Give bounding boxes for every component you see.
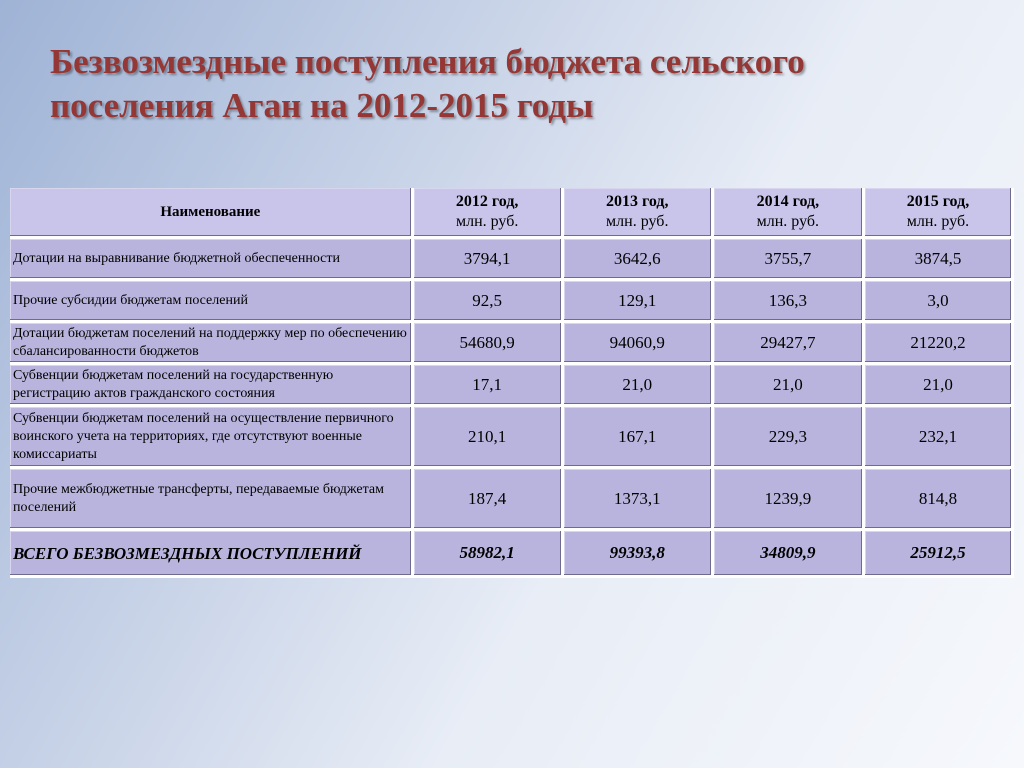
table-row — [10, 281, 1014, 323]
slide-title: Безвозмездные поступления бюджета сельского поселения Аган на 2012-2015 годы — [50, 42, 805, 125]
row-value-2013: 21,0 — [564, 365, 714, 407]
row-value-2015: 3874,5 — [865, 239, 1014, 281]
total-name: ВСЕГО БЕЗВОЗМЕЗДНЫХ ПОСТУПЛЕНИЙ — [10, 531, 414, 578]
row-value-2015: 21,0 — [865, 365, 1014, 407]
row-value-2013: 129,1 — [564, 281, 714, 323]
row-value-2014: 21,0 — [714, 365, 865, 407]
budget-table-container — [10, 188, 1014, 578]
row-value-2012: 3794,1 — [414, 239, 564, 281]
row-value-2013: 94060,9 — [564, 323, 714, 365]
row-value-2015: 3,0 — [865, 281, 1014, 323]
header-year-label: 2014 год, — [756, 193, 820, 210]
row-value-2012: 187,4 — [414, 469, 564, 531]
row-value-2012: 17,1 — [414, 365, 564, 407]
header-year-label: 2015 год, — [906, 193, 970, 210]
header-name: Наименование — [10, 188, 414, 239]
row-value-2013: 3642,6 — [564, 239, 714, 281]
header-unit-label: млн. руб. — [455, 213, 519, 230]
row-value-2015: 21220,2 — [865, 323, 1014, 365]
row-name: Дотации бюджетам поселений на поддержку мер по обеспечению сбалансированности бюджетов — [10, 323, 414, 365]
table-total-row — [10, 531, 1014, 578]
row-value-2013: 167,1 — [564, 407, 714, 469]
row-value-2014: 3755,7 — [714, 239, 865, 281]
row-name: Дотации на выравнивание бюджетной обеспеченности — [10, 239, 414, 281]
row-value-2014: 136,3 — [714, 281, 865, 323]
row-value-2014: 1239,9 — [714, 469, 865, 531]
row-name: Субвенции бюджетам поселений на государственную регистрацию актов гражданского состояния — [10, 365, 414, 407]
row-value-2015: 232,1 — [865, 407, 1014, 469]
header-year-2014 — [714, 188, 865, 239]
total-value-2013: 99393,8 — [564, 531, 714, 578]
table-header-row — [10, 188, 1014, 239]
header-year-2012 — [414, 188, 564, 239]
header-year-2015 — [865, 188, 1014, 239]
header-unit-label: млн. руб. — [606, 213, 669, 230]
header-unit-label: млн. руб. — [756, 213, 820, 230]
total-value-2015: 25912,5 — [865, 531, 1014, 578]
row-value-2015: 814,8 — [865, 469, 1014, 531]
header-year-2013 — [564, 188, 714, 239]
header-year-label: 2013 год, — [605, 193, 669, 210]
total-value-2014: 34809,9 — [714, 531, 865, 578]
table-row — [10, 239, 1014, 281]
header-year-label: 2012 год, — [455, 193, 519, 210]
table-row — [10, 407, 1014, 469]
table-row — [10, 323, 1014, 365]
row-value-2012: 92,5 — [414, 281, 564, 323]
row-value-2013: 1373,1 — [564, 469, 714, 531]
row-name: Субвенции бюджетам поселений на осуществление первичного воинского учета на территориях, где отсутствуют военные комиссариаты — [10, 407, 414, 469]
row-value-2012: 210,1 — [414, 407, 564, 469]
budget-table — [10, 188, 1014, 578]
row-name: Прочие субсидии бюджетам поселений — [10, 281, 414, 323]
header-unit-label: млн. руб. — [906, 213, 970, 230]
table-row — [10, 469, 1014, 531]
row-value-2012: 54680,9 — [414, 323, 564, 365]
row-name: Прочие межбюджетные трансферты, передаваемые бюджетам поселений — [10, 469, 414, 531]
total-value-2012: 58982,1 — [414, 531, 564, 578]
row-value-2014: 229,3 — [714, 407, 865, 469]
row-value-2014: 29427,7 — [714, 323, 865, 365]
table-row — [10, 365, 1014, 407]
